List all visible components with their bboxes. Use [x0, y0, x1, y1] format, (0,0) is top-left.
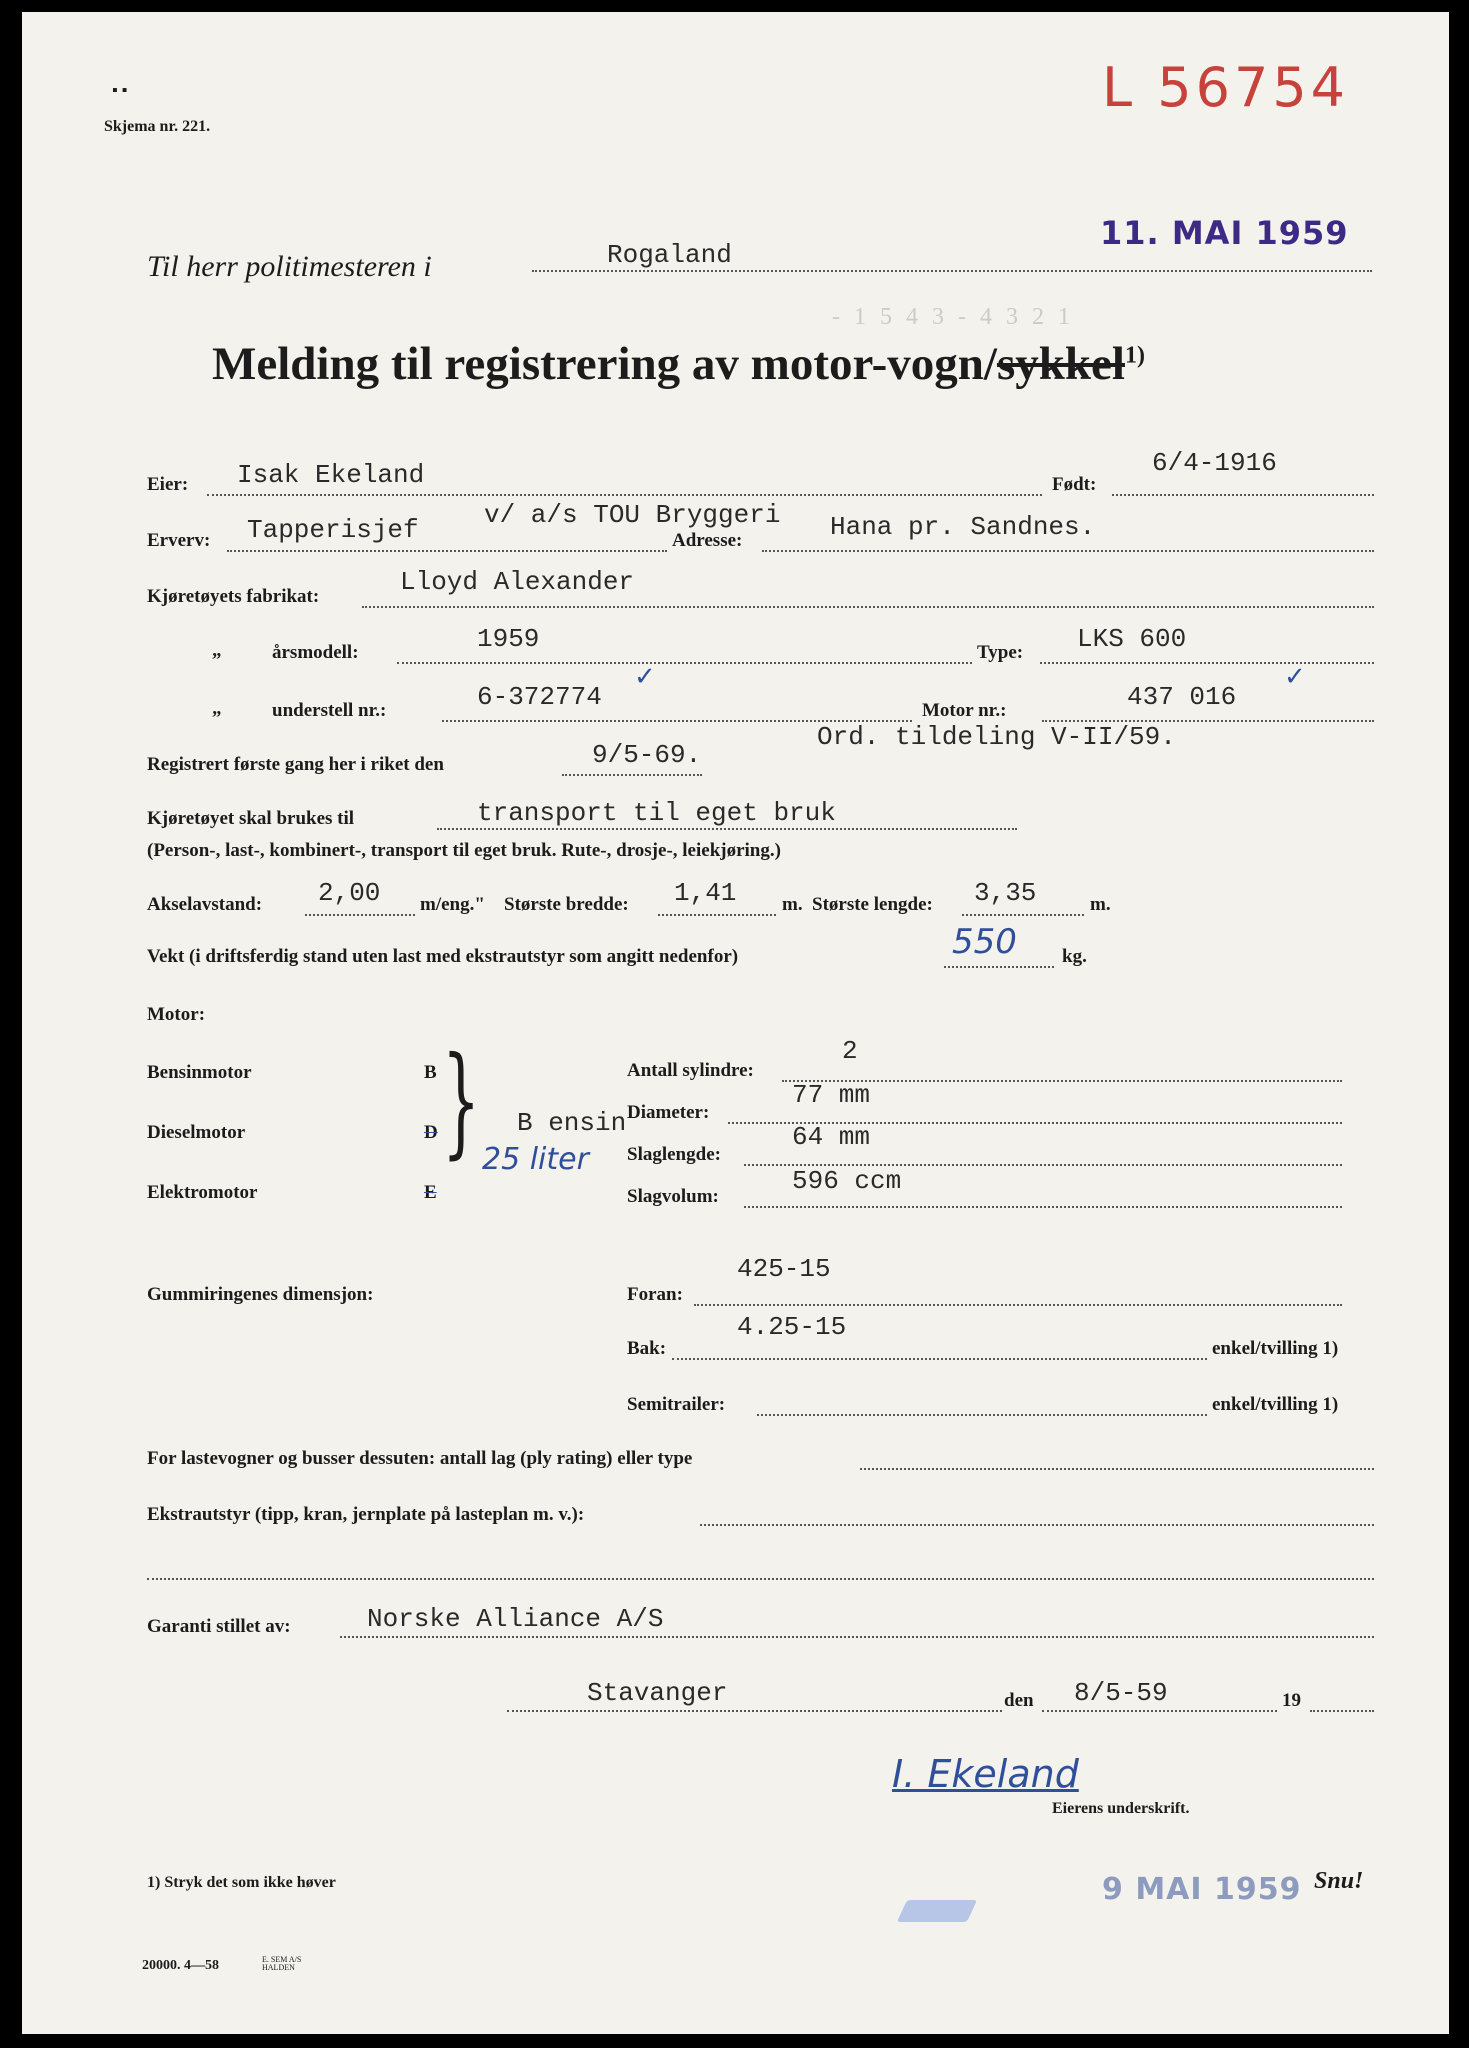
form-title-struck: sykkel	[996, 338, 1125, 390]
understell-label: understell nr.:	[272, 700, 387, 721]
fodt-label: Født:	[1052, 474, 1097, 495]
snu-text: Snu!	[1314, 1868, 1364, 1894]
bak-enkel-tvilling: enkel/tvilling 1)	[1212, 1338, 1339, 1359]
aksel-unit: m/eng."	[420, 894, 485, 915]
printer-info: E. SEM A/S HALDEN	[262, 1955, 302, 1972]
lengde-line	[962, 914, 1084, 916]
vekt-line	[944, 966, 1054, 968]
erverv-label: Erverv:	[147, 530, 211, 551]
vekt-unit: kg.	[1062, 946, 1087, 967]
registrert-label: Registrert første gang her i riket den	[147, 754, 444, 775]
eier-value: Isak Ekeland	[237, 460, 425, 490]
faint-stamp: - 1 5 4 3 - 4 3 2 1	[832, 304, 1074, 330]
lastevogner-label: For lastevogner og busser dessuten: antall lag (ply rating) eller type	[147, 1448, 693, 1469]
eier-line	[207, 494, 1042, 496]
footer-date-stamp: 9 MAI 1959	[1102, 1872, 1302, 1907]
fabrikat-value: Lloyd Alexander	[400, 567, 635, 597]
ekstrautstyr-line-2	[147, 1578, 1374, 1580]
addressee-value: Rogaland	[607, 240, 732, 270]
ordinary-allocation-note: Ord. tildeling V-II/59.	[817, 722, 1176, 752]
type-line	[1040, 662, 1374, 664]
fodt-value: 6/4-1916	[1152, 448, 1277, 478]
motor-code-elektro: E	[424, 1182, 437, 1203]
garanti-value: Norske Alliance A/S	[367, 1604, 664, 1634]
ekstrautstyr-line	[700, 1524, 1374, 1526]
foran-line	[694, 1304, 1342, 1306]
slagvolum-line	[744, 1206, 1342, 1208]
slaglengde-value: 64 mm	[792, 1122, 871, 1152]
motor-type-elektro: Elektromotor	[147, 1182, 258, 1203]
sylindre-label: Antall sylindre:	[627, 1060, 754, 1081]
diameter-value: 77 mm	[792, 1080, 871, 1110]
arsmodell-label: årsmodell:	[272, 642, 359, 663]
foran-value: 425-15	[737, 1254, 831, 1284]
registrert-value: 9/5-69.	[592, 740, 702, 770]
form-title	[212, 337, 1145, 391]
diameter-label: Diameter:	[627, 1102, 710, 1123]
eier-label: Eier:	[147, 474, 189, 495]
place-value: Stavanger	[587, 1678, 728, 1708]
registrert-line	[562, 774, 702, 776]
fabrikat-line	[362, 606, 1374, 608]
ekstrautstyr-label: Ekstrautstyr (tipp, kran, jernplate på lasteplan m. v.):	[147, 1504, 585, 1525]
bruk-value: transport til eget bruk	[477, 798, 836, 828]
footer-blue-mark	[897, 1900, 977, 1922]
fabrikat-label: Kjøretøyets fabrikat:	[147, 586, 320, 607]
bredde-value: 1,41	[674, 878, 737, 908]
signature-caption: Eierens underskrift.	[1052, 1800, 1190, 1817]
lengde-label: Største lengde:	[812, 894, 933, 915]
semitrailer-enkel-tvilling: enkel/tvilling 1)	[1212, 1394, 1339, 1415]
form-title-main: Melding til registrering av motor-vogn/	[212, 338, 997, 390]
slagvolum-value: 596 ccm	[792, 1166, 902, 1196]
motor-type-diesel: Dieselmotor	[147, 1122, 246, 1143]
bredde-unit: m.	[782, 894, 803, 915]
erverv-line	[227, 550, 667, 552]
addressee-label: Til herr politimesteren i	[147, 250, 432, 283]
foran-label: Foran:	[627, 1284, 683, 1305]
bredde-label: Største bredde:	[504, 894, 629, 915]
erverv-value: Tapperisjef	[247, 515, 419, 545]
motor-nr-check: ✓	[1284, 662, 1306, 692]
motor-brace: }	[442, 1032, 481, 1171]
registration-form-page	[22, 12, 1449, 2034]
bruk-label: Kjøretøyet skal brukes til	[147, 808, 355, 829]
corner-marks: ▪ ▪	[112, 82, 128, 99]
slaglengde-label: Slaglengde:	[627, 1144, 721, 1165]
ditto-1: „	[212, 640, 222, 661]
motor-section-label: Motor:	[147, 1004, 206, 1025]
date-value: 8/5-59	[1074, 1678, 1168, 1708]
fodt-line	[1112, 494, 1374, 496]
bak-value: 4.25-15	[737, 1312, 847, 1342]
received-stamp: 11. MAI 1959	[1100, 214, 1349, 252]
form-number: Skjema nr. 221.	[104, 118, 211, 135]
motor-code-bensin: B	[424, 1062, 437, 1083]
adresse-value: Hana pr. Sandnes.	[830, 512, 1096, 542]
vekt-value: 550	[952, 922, 1017, 962]
print-info: 20000. 4—58	[142, 1958, 219, 1973]
bak-label: Bak:	[627, 1338, 667, 1359]
date-line	[1042, 1710, 1277, 1712]
semitrailer-label: Semitrailer:	[627, 1394, 726, 1415]
bruk-line	[437, 828, 1017, 830]
sylindre-value: 2	[842, 1036, 858, 1066]
lengde-unit: m.	[1090, 894, 1111, 915]
addressee-line	[532, 270, 1372, 272]
ditto-2: „	[212, 698, 222, 719]
footnote: 1) Stryk det som ikke høver	[147, 1874, 336, 1891]
date-den-label: den	[1004, 1690, 1034, 1711]
bak-line	[672, 1358, 1207, 1360]
motor-type-bensin: Bensinmotor	[147, 1062, 252, 1083]
arsmodell-line	[397, 662, 972, 664]
garanti-line	[340, 1636, 1374, 1638]
form-title-footnote: 1)	[1124, 342, 1145, 369]
owner-signature: I. Ekeland	[892, 1752, 1079, 1796]
understell-check: ✓	[634, 662, 656, 692]
year-prefix: 19	[1282, 1690, 1301, 1711]
bruk-options: (Person-, last-, kombinert-, transport til eget bruk. Rute-, drosje-, leiekjøring.)	[147, 840, 781, 861]
lengde-value: 3,35	[974, 878, 1037, 908]
tank-note: 25 liter	[482, 1142, 589, 1177]
adresse-label: Adresse:	[672, 530, 743, 551]
adresse-line	[762, 550, 1374, 552]
garanti-label: Garanti stillet av:	[147, 1616, 291, 1637]
aksel-value: 2,00	[318, 878, 381, 908]
aksel-label: Akselavstand:	[147, 894, 263, 915]
fuel-value: B ensin	[517, 1108, 627, 1138]
motor-nr-label: Motor nr.:	[922, 700, 1007, 721]
type-value: LKS 600	[1077, 624, 1187, 654]
archive-number: L 56754	[1102, 56, 1350, 119]
semitrailer-line	[757, 1414, 1207, 1416]
type-label: Type:	[977, 642, 1024, 663]
tires-label: Gummiringenes dimensjon:	[147, 1284, 374, 1305]
arsmodell-value: 1959	[477, 624, 540, 654]
aksel-line	[305, 914, 415, 916]
place-line	[507, 1710, 1002, 1712]
year-line	[1310, 1710, 1374, 1712]
employer-value: v/ a/s TOU Bryggeri	[484, 500, 781, 530]
motor-nr-value: 437 016	[1127, 682, 1237, 712]
slagvolum-label: Slagvolum:	[627, 1186, 719, 1207]
motor-code-diesel: D	[424, 1122, 438, 1143]
bredde-line	[658, 914, 776, 916]
lastevogner-line	[860, 1468, 1374, 1470]
vekt-label: Vekt (i driftsferdig stand uten last med ekstrautstyr som angitt nedenfor)	[147, 946, 739, 967]
understell-value: 6-372774	[477, 682, 602, 712]
